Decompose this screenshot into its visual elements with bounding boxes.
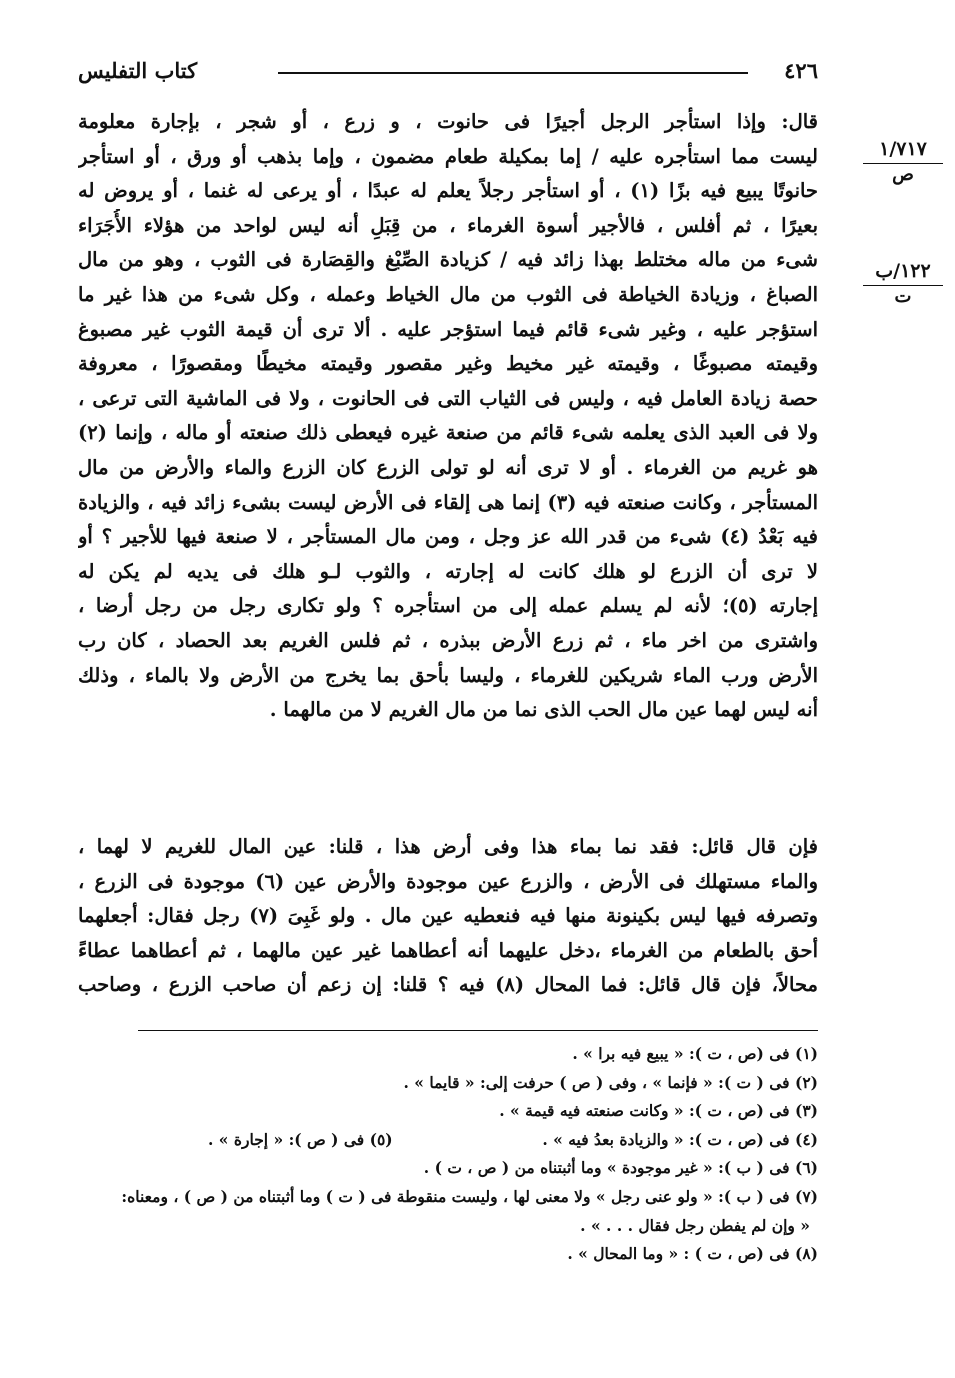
margin-reference bbox=[863, 260, 943, 307]
main-text-paragraph-2 bbox=[78, 830, 818, 1003]
text-line: فيه بَعْدُ (٤) شىء من قدر الله عز وجل ، ومن مال المستأجر ، لا صنعة فيها للأجير ؟ أو bbox=[78, 525, 818, 549]
text-line: إجارته (٥)؛ لأنه لم يسلم عمله إلى من استأجره ؟ ولو تكارى رجل من رجل أرضا ، bbox=[78, 594, 818, 618]
main-text-paragraph-1 bbox=[78, 105, 818, 728]
footnote-continuation: « وإن لم يفطن رجل فقال . . . » . bbox=[580, 1215, 810, 1235]
text-line: لا ترى أن الزرع لو هلك كانت له إجارته ، والثوب لـو هلك فى يديه لم يكن له bbox=[78, 559, 818, 583]
margin-reference bbox=[863, 138, 943, 185]
text-line: فإن قال قائل: فقد نما بماء هذا وفى أرض هذا ، قلنا: عين المال للغريم لا لهما ، bbox=[78, 835, 818, 858]
text-line: استؤجر عليه ، وغير شىء قائم فيما استؤجر عليه . ألا ترى أن قيمة الثوب غير مصبوغ bbox=[78, 317, 818, 341]
footnote: (٢) فى ( ت ): « فإنما » ، وفى ( ص ) حرفت إلى: « قايما » . bbox=[403, 1072, 818, 1092]
text-line: شىء من ماله مختلط بهذا زائد فيه / كزيادة الصِّبْغ والقِصَارة فى الثوب ، وهو من مال bbox=[78, 248, 818, 272]
footnote: (٨) فى (ص ، ت ) : « وما المحال » . bbox=[567, 1244, 818, 1264]
text-line: أحق بالطعام من الغرماء ،دخل عليهما أنه أعطاهما غير عين مالهما ، ثم أعطاهما عطاءً bbox=[78, 938, 818, 962]
footnote: (٦) فى ( ب ): « غير موجودة » وما أثبتناه من ( ص ، ت ) . bbox=[423, 1158, 818, 1178]
footnote: (٧) فى ( ب ): « ولو عنى رجل » ولا معنى لها ، وليست منقوطة فى ( ت ) وما أثبتناه من ( ص ) ، ومعناه: bbox=[121, 1186, 818, 1206]
text-line: حانوتًا يبيع فيه بزًا (١) ، أو استأجر رجلاً يعلم له عبدًا ، أو يرعى له غنما ، أو يروض له bbox=[78, 179, 818, 203]
footnote: (٤) فى (ص ، ت ): « والزيادة بعدُ فيه » . bbox=[542, 1129, 818, 1149]
footnote-pair bbox=[208, 1126, 818, 1155]
footnote-separator bbox=[138, 1030, 818, 1031]
text-line: وتصرفه فيها ليس بكينونة منها فيه فنعطيه عين مال . ولو غَبِىَ (٧) رجل فقال: أجعلهما bbox=[78, 904, 818, 928]
text-line: قال: وإذا استأجر الرجل أجيرًا فى حانوت ، و زرع ، أو شجر ، بإجارة معلومة bbox=[78, 110, 818, 133]
header-rule bbox=[278, 72, 748, 74]
manuscript-siglum: ص bbox=[892, 164, 914, 185]
text-line: ليست مما استأجره عليه / إما بمكيلة طعام مضمون ، وإما بذهب أو ورق ، أو استأجر bbox=[78, 144, 818, 168]
text-line: المستأجر ، وكانت صنعته فيه (٣) إنما هى إلقاء فى الأرض ليست بشىء زائد فيه ، والزيادة bbox=[78, 490, 818, 514]
folio-reference: ١٢٢/ب bbox=[863, 260, 943, 286]
text-line: محالاً، فإن قال قائل: فما المحال (٨) فيه ؟ قلنا: إن زعم أن صاحب الزرع ، وصاحب bbox=[78, 973, 818, 997]
folio-reference: ١/٧١٧ bbox=[863, 138, 943, 164]
text-line: بعيرًا ، ثم أفلس ، فالأجير أسوة الغرماء ، من قِبَلِ أنه ليس لواحد من هؤلاء الأُجَرَاء bbox=[78, 213, 818, 237]
text-line: واشترى من اخر ماء ، ثم زرع الأرض ببذره ، ثم فلس الغريم بعد الحصاد ، كان رب bbox=[78, 628, 818, 652]
text-line: والماء مستهلك فى الأرض ، والزرع عين موجودة والأرض عين (٦) موجودة فى الزرع ، bbox=[78, 869, 818, 893]
text-line: وقيمته مصبوغًا ، وقيمته غير مخيط وغير مقصور وقيمته مخيطًا ومقصورًا ، معروفة bbox=[78, 352, 818, 376]
page-number: ٤٢٦ bbox=[784, 58, 818, 83]
text-line: الصباغ ، وزيادة الخياطة فى الثوب من مال الخياط وعمله ، وكل شىء من هذا غير ما bbox=[78, 282, 818, 306]
footnote: (٣) فى (ص ، ت ): « وكانت صنعته فيه قيمة » . bbox=[499, 1101, 818, 1121]
footnote: (١) فى (ص ، ت ): « يبيع فيه برا » . bbox=[572, 1044, 818, 1063]
footnotes bbox=[78, 1040, 818, 1269]
text-line: حصة زيادة العامل فيه ، وليس فى الثياب التى فى الحانوت ، ولا فى الماشية التى ترعى ، bbox=[78, 386, 818, 410]
text-line: الأرض ورب الماء شريكين للغرماء ، وليسا بأحق بما يخرج من الأرض ولا بالماء ، وذلك bbox=[78, 663, 818, 687]
text-line: ولا فى العبد الذى يعلمه شىء قائم من صنعة غيره فيعطى ذلك صنعته أو ماله ، وإنما (٢) bbox=[78, 421, 818, 445]
running-header bbox=[78, 58, 818, 88]
chapter-title: كتاب التفليس bbox=[78, 58, 198, 83]
text-line: هو غريم من الغرماء . أو لا ترى أنه لو تولى الزرع كان الزرع والماء والأرض من مال bbox=[78, 455, 818, 479]
text-line: أنه ليس لهما عين مال الحب الذى نما من مال الغريم لا من مالهما . bbox=[269, 698, 818, 722]
manuscript-siglum: ت bbox=[894, 286, 912, 307]
footnote: (٥) فى ( ص ): « إجارة » . bbox=[208, 1129, 393, 1149]
